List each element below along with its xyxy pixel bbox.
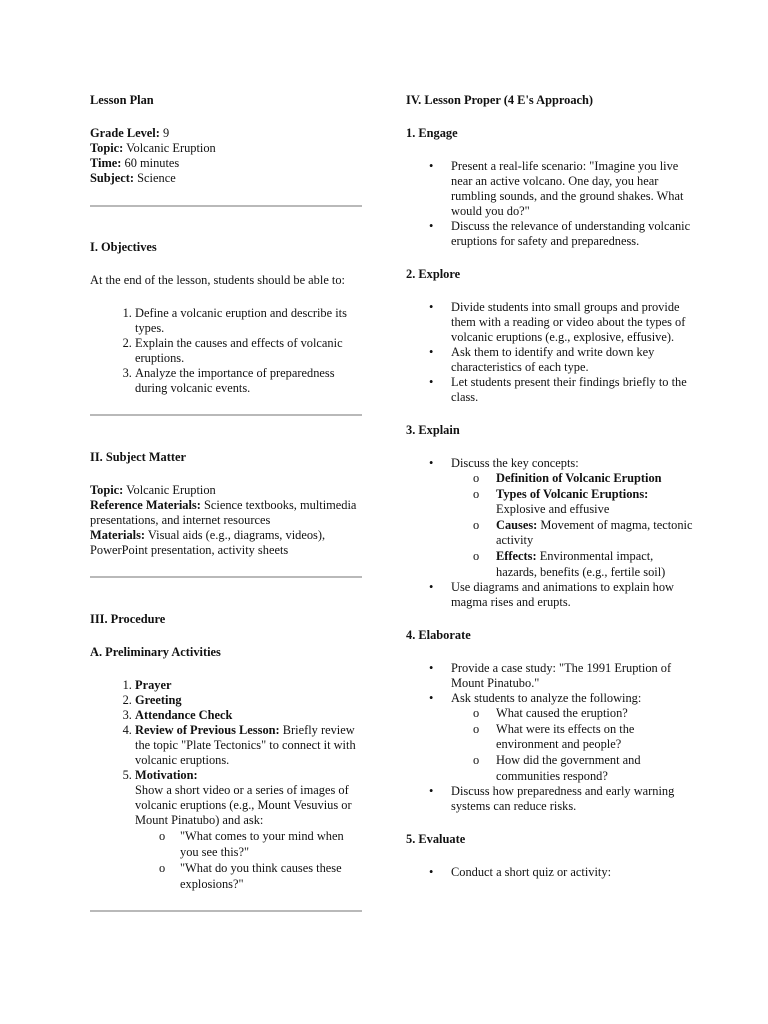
objectives-heading: I. Objectives	[90, 240, 157, 254]
list-item: o What were its effects on the environment and people?	[451, 722, 696, 753]
engage-heading: 1. Engage	[406, 126, 458, 140]
explore-list	[406, 300, 696, 405]
list-item: 3. Attendance Check	[135, 708, 362, 723]
key-concepts-list	[451, 471, 696, 580]
preliminary-activities-heading: A. Preliminary Activities	[90, 645, 221, 659]
list-item: • Divide students into small groups and provide them with a reading or video about the types of volcanic eruptions (e.g., explosive, effusive).	[406, 300, 696, 345]
subject-reference-materials: Reference Materials: Science textbooks, multimedia presentations, and internet resources	[90, 498, 357, 527]
divider	[90, 205, 362, 207]
list-item: o Types of Volcanic Eruptions: Explosive and effusive	[451, 487, 696, 518]
meta-topic: Topic: Volcanic Eruption	[90, 141, 216, 155]
list-item: • Discuss the relevance of understanding volcanic eruptions for safety and preparedness.	[406, 219, 696, 249]
left-column	[90, 93, 362, 912]
list-item: • Use diagrams and animations to explain how magma rises and erupts.	[406, 580, 696, 610]
elaborate-list	[406, 661, 696, 814]
lesson-proper-heading: IV. Lesson Proper (4 E's Approach)	[406, 93, 594, 107]
motivation-text: Show a short video or a series of images of volcanic eruptions (e.g., Mount Vesuvius or Mount Pinatubo) and ask:	[135, 783, 352, 827]
list-item: 1. Define a volcanic eruption and describe its types.	[135, 306, 362, 336]
evaluate-heading: 5. Evaluate	[406, 832, 466, 847]
meta-time: Time: 60 minutes	[90, 156, 180, 170]
list-item: o Causes: Movement of magma, tectonic activity	[451, 518, 696, 549]
objectives-intro: At the end of the lesson, students should be able to:	[90, 273, 346, 287]
list-item: • Let students present their findings briefly to the class.	[406, 375, 696, 405]
elaborate-heading: 4. Elaborate	[406, 628, 471, 643]
subject-materials: Materials: Visual aids (e.g., diagrams, videos), PowerPoint presentation, activity sheets	[90, 528, 326, 557]
list-item: • Ask them to identify and write down key characteristics of each type.	[406, 345, 696, 375]
list-item: 1. Prayer	[135, 678, 362, 693]
list-item: o How did the government and communities respond?	[451, 753, 696, 784]
list-item: 2. Explain the causes and effects of volcanic eruptions.	[135, 336, 362, 366]
meta-subject: Subject: Science	[90, 171, 176, 185]
subject-matter-details	[90, 483, 362, 558]
engage-list	[406, 159, 696, 249]
list-item: o What caused the eruption?	[451, 706, 696, 722]
list-item: • Discuss how preparedness and early warning systems can reduce risks.	[406, 784, 696, 814]
list-item: • Ask students to analyze the following: o What caused the eruption? o What were its effects on the environment and people? o How did the government and communities respond?	[406, 691, 696, 784]
list-item: 4. Review of Previous Lesson: Briefly review the topic "Plate Tectonics" to connect it with volcanic eruptions.	[135, 723, 362, 768]
list-item: o Definition of Volcanic Eruption	[451, 471, 696, 487]
list-item: o "What comes to your mind when you see this?"	[135, 828, 362, 860]
lesson-plan-title: Lesson Plan	[90, 93, 154, 107]
right-column	[406, 93, 696, 880]
list-item: • Discuss the key concepts: o Definition of Volcanic Eruption o Types of Volcanic Eruptions: Explosive and effusive o Causes: Movement of magma, tectonic activity o Effects: Environmental impact, hazards, benefits (e.g., fertile soil)	[406, 456, 696, 580]
divider	[90, 910, 362, 912]
subject-topic: Topic: Volcanic Eruption	[90, 483, 216, 497]
list-item: o Effects: Environmental impact, hazards, benefits (e.g., fertile soil)	[451, 549, 696, 580]
explore-heading: 2. Explore	[406, 267, 461, 281]
explain-heading: 3. Explain	[406, 423, 460, 437]
list-item: 3. Analyze the importance of preparedness during volcanic events.	[135, 366, 362, 396]
preliminary-activities-list	[90, 678, 362, 892]
motivation-questions	[135, 828, 362, 892]
evaluate-list	[406, 865, 696, 880]
objectives-list	[90, 306, 362, 396]
subject-matter-heading: II. Subject Matter	[90, 450, 187, 464]
divider	[90, 414, 362, 416]
list-item: • Conduct a short quiz or activity:	[406, 865, 696, 880]
list-item: o "What do you think causes these explosions?"	[135, 860, 362, 892]
meta-grade-level: Grade Level: 9	[90, 126, 170, 140]
analysis-questions	[451, 706, 696, 784]
explain-list	[406, 456, 696, 610]
divider	[90, 576, 362, 578]
list-item: 2. Greeting	[135, 693, 362, 708]
procedure-heading: III. Procedure	[90, 612, 166, 626]
list-item: • Provide a case study: "The 1991 Eruption of Mount Pinatubo."	[406, 661, 696, 691]
list-item: • Present a real-life scenario: "Imagine you live near an active volcano. One day, you hear rumbling sounds, and the ground shakes. What would you do?"	[406, 159, 696, 219]
lesson-meta	[90, 126, 362, 186]
list-item-motivation: 5. Motivation: Show a short video or a series of images of volcanic eruptions (e.g., Mount Vesuvius or Mount Pinatubo) and ask: o "What comes to your mind when you see this?" o "What do you think causes these explosions?"	[135, 768, 362, 892]
